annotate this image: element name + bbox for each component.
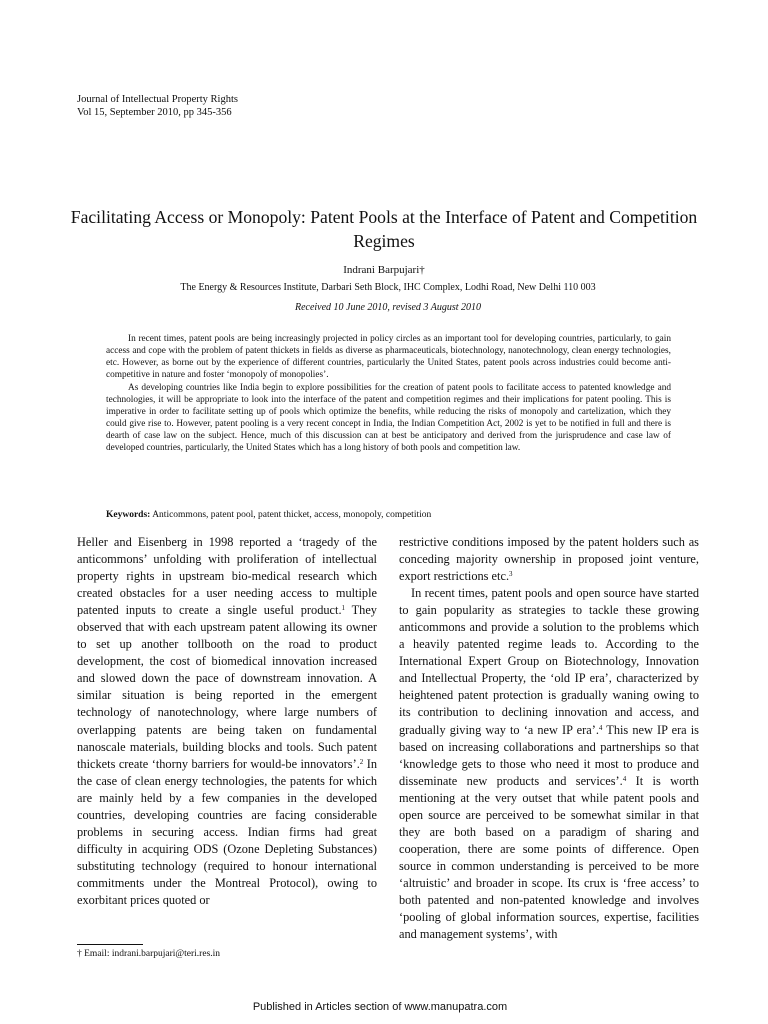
body-text: This new IP era is based on increasing collaborations and partnerships so that ‘knowledge gets to those who need it most to produce and disseminate new products and services’. [399, 722, 699, 788]
author-email-footnote: † Email: indrani.barpujari@teri.res.in [77, 949, 221, 959]
abstract-paragraph-2: As developing countries like India begin to explore possibilities for the creation of patent pools to facilitate access to patented knowledge and technologies, it will be appropriate to look into the interface of the patent and competition regimes and their implications for patent pooling. This is imperative in order to facilitate setting up of pools which optimize the benefits, while reducing the risks of monopoly and cartelization, which they could give rise to. However, patent pooling is a very recent concept in India, the Indian Competition Act, 2002 is yet to be notified in full and there is dearth of case law on the subject. Hence, much of this discussion can at best be anticipatory and derived from the jurisprudence and case law of developed countries, particularly, the United States which has a long history of both pools and competition law. [106, 382, 671, 454]
author-affiliation: The Energy & Resources Institute, Darbari Seth Block, IHC Complex, Lodhi Road, New Delhi 110 003 [180, 282, 596, 293]
journal-citation [77, 93, 238, 119]
reference-marker: 1 [341, 604, 346, 613]
footnote-divider [77, 944, 143, 945]
body-paragraph [399, 534, 699, 585]
reference-marker: 2 [359, 757, 364, 766]
body-paragraph [77, 534, 377, 909]
journal-volume: Vol 15, September 2010, pp 345-356 [77, 107, 232, 118]
body-column-left [77, 534, 377, 909]
body-paragraph [399, 585, 699, 943]
body-column-right [399, 534, 699, 943]
body-text: They observed that with each upstream patent allowing its owner to set up another tollbooth on the road to product development, the cost of biomedical innovation increased and slowed down the pace of downstream innovation. A similar situation is being reported in the emergent technology of nanotechnology, where large numbers of overlapping patents are being taken on fundamental nanoscale materials, building blocks and tools. Such patent thickets create ‘thorny barriers for would-be innovators’. [77, 603, 377, 771]
keywords [106, 510, 686, 520]
body-text: restrictive conditions imposed by the patent holders such as conceding majority ownership in proposed joint venture, export restrictions etc. [399, 535, 699, 584]
journal-name: Journal of Intellectual Property Rights [77, 94, 238, 105]
author-name: Indrani Barpujari† [343, 264, 425, 276]
abstract-paragraph-1: In recent times, patent pools are being increasingly projected in policy circles as an important tool for developing countries, particularly, to gain access and cope with the problem of patent thickets in fields as diverse as pharmaceuticals, biotechnology, nanotechnology, clean energy technologies, etc. However, as borne out by the experience of different countries, particularly the United States, patent pools across industries could become anti-competitive in nature and foster ‘monopoly of monopolies’. [106, 334, 671, 381]
reference-marker: 4 [598, 723, 603, 732]
reference-marker: 4 [622, 774, 627, 783]
keywords-label: Keywords: [106, 510, 151, 520]
reference-marker: 3 [509, 570, 513, 579]
received-date: Received 10 June 2010, revised 3 August 2010 [294, 302, 482, 313]
body-text: It is worth mentioning at the very outset that while patent pools and open source are perceived to be somewhat similar in that they are both based on a paradigm of sharing and cooperation, there are some points of difference. Open source in common understanding is perceived to be more ‘altruistic’ and broader in scope. Its crux is ‘free access’ to both patented and non-patented knowledge and involves ‘pooling of global information sources, expertise, facilities and management systems’, with [399, 773, 699, 942]
body-text: In the case of clean energy technologies, the patents for which are mainly held by a few companies in the developed countries, developing countries are facing considerable problems in securing access. Indian firms had great difficulty in acquiring ODS (Ozone Depleting Substances) substituting technology (required to honour international commitments under the Montreal Protocol), owing to exorbitant prices quoted or [77, 756, 377, 907]
paper-title: Facilitating Access or Monopoly: Patent Pools at the Interface of Patent and Competition Regimes [70, 207, 698, 251]
body-text: Heller and Eisenberg in 1998 reported a ‘tragedy of the anticommons’ unfolding with proliferation of intellectual property rights in upstream bio-medical research which created obstacles for a user needing access to multiple patented inputs to create a single useful product. [77, 535, 377, 618]
body-text: In recent times, patent pools and open source have started to gain popularity as strategies to tackle these growing anticommons and provide a solution to the problems which a heavily patented regime leads to. According to the International Expert Group on Biotechnology, Innovation and Intellectual Property, the ‘old IP era’, characterized by heightened patent protection is gradually waning owing to its contribution to declining innovation and access, and gradually giving way to ‘a new IP era’. [399, 586, 699, 737]
keywords-text: Anticommons, patent pool, patent thicket, access, monopoly, competition [152, 510, 432, 520]
publisher-footer: Published in Articles section of www.manupatra.com [252, 1001, 508, 1013]
abstract [106, 333, 671, 455]
